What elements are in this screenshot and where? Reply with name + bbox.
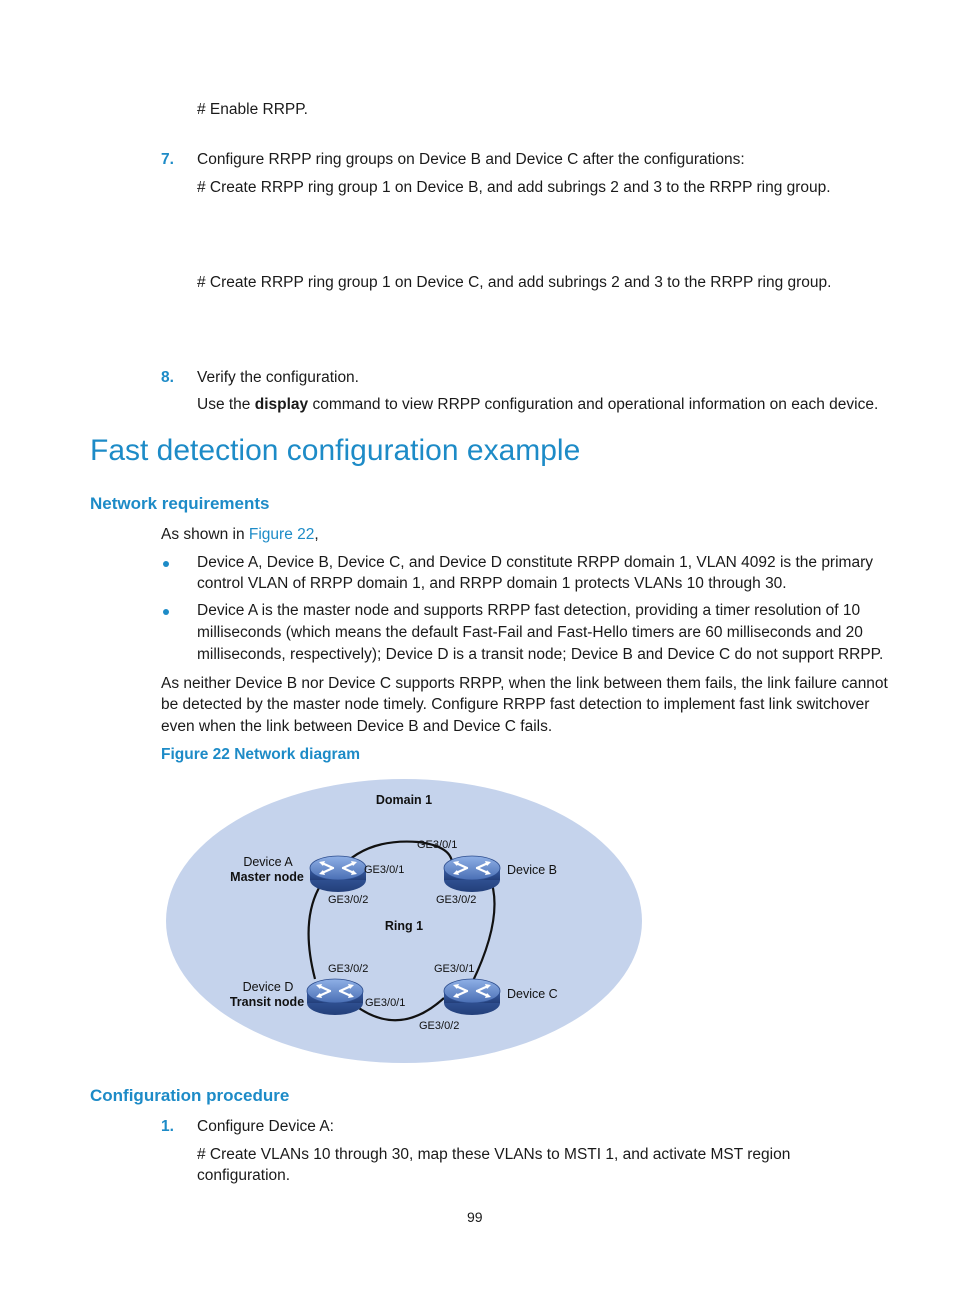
port-b-bottom: GE3/0/2 bbox=[436, 894, 477, 906]
bullet-2-dot bbox=[163, 609, 169, 615]
configuration-procedure-heading: Configuration procedure bbox=[90, 1086, 290, 1105]
para-line-1: As neither Device B nor Device C supports RRPP, when the link between them fails, the link failure cannot bbox=[161, 675, 888, 692]
device-a-role: Master node bbox=[230, 870, 304, 884]
device-b-label: Device B bbox=[507, 863, 558, 877]
domain-label: Domain 1 bbox=[375, 793, 433, 807]
device-d-role: Transit node bbox=[229, 995, 305, 1009]
bullet-1-line-2: control VLAN of RRPP domain 1, and RRPP domain 1 protects VLANs 10 through 30. bbox=[197, 575, 787, 592]
page-number: 99 bbox=[467, 1209, 483, 1225]
figure-22-link[interactable]: Figure 22 bbox=[248, 526, 315, 543]
intro-pre: As shown in bbox=[161, 526, 249, 543]
intro-post: , bbox=[314, 526, 319, 543]
device-a-switch-icon bbox=[310, 856, 366, 892]
step-8-sub-post: command to view RRPP configuration and operational information on each device. bbox=[308, 396, 879, 413]
port-c-top: GE3/0/1 bbox=[434, 963, 475, 975]
step-8-text: Verify the configuration. bbox=[197, 369, 359, 386]
config-step-1-sub-line-1: # Create VLANs 10 through 30, map these VLANs to MSTI 1, and activate MST region bbox=[197, 1146, 791, 1163]
step-7-number: 7. bbox=[161, 151, 174, 168]
port-c-bottom: GE3/0/2 bbox=[419, 1020, 460, 1032]
bullet-2-line-3: milliseconds, respectively); Device D is a transit node; Device B and Device C do not support RRPP. bbox=[197, 646, 884, 663]
device-c-switch-icon bbox=[444, 979, 500, 1015]
step-7-sub-device-b: # Create RRPP ring group 1 on Device B, and add subrings 2 and 3 to the RRPP ring group. bbox=[197, 179, 831, 196]
enable-rrpp-comment: # Enable RRPP. bbox=[197, 101, 308, 118]
device-d-label: Device D bbox=[242, 980, 294, 994]
device-a-label: Device A bbox=[243, 855, 293, 869]
step-8-sub-pre: Use the bbox=[197, 396, 255, 413]
port-d-top: GE3/0/2 bbox=[328, 963, 369, 975]
config-step-1-text: Configure Device A: bbox=[197, 1118, 334, 1135]
step-7-text: Configure RRPP ring groups on Device B and Device C after the configurations: bbox=[197, 151, 745, 168]
requirements-intro bbox=[161, 524, 319, 545]
network-requirements-heading: Network requirements bbox=[90, 494, 270, 513]
port-a-bottom: GE3/0/2 bbox=[328, 894, 369, 906]
config-step-1-number: 1. bbox=[161, 1118, 174, 1135]
ring-label: Ring 1 bbox=[384, 919, 424, 933]
port-d-right: GE3/0/1 bbox=[365, 997, 406, 1009]
config-step-1-sub-line-2: configuration. bbox=[197, 1167, 291, 1184]
network-diagram bbox=[160, 776, 650, 1068]
device-c-label: Device C bbox=[507, 987, 558, 1001]
step-7-sub-device-c: # Create RRPP ring group 1 on Device C, and add subrings 2 and 3 to the RRPP ring group. bbox=[197, 274, 832, 291]
device-d-switch-icon bbox=[307, 979, 363, 1015]
step-8-number: 8. bbox=[161, 369, 174, 386]
section-title: Fast detection configuration example bbox=[90, 434, 581, 467]
bullet-2-line-1: Device A is the master node and supports RRPP fast detection, providing a timer resolution of 10 bbox=[197, 602, 861, 619]
para-line-3: even when the link between Device B and Device C fails. bbox=[161, 718, 553, 735]
para-line-2: be detected by the master node timely. Configure RRPP fast detection to implement fast link switchover bbox=[161, 696, 870, 713]
bullet-1-dot bbox=[163, 561, 169, 567]
device-b-switch-icon bbox=[444, 856, 500, 892]
display-command: display bbox=[254, 396, 309, 413]
port-a-right: GE3/0/1 bbox=[364, 864, 405, 876]
step-8-sub bbox=[197, 394, 878, 415]
figure-caption: Figure 22 Network diagram bbox=[161, 746, 360, 763]
bullet-2-line-2: milliseconds (which means the default Fast-Fail and Fast-Hello timers are 60 milliseconds and 20 bbox=[197, 624, 863, 641]
bullet-1-line-1: Device A, Device B, Device C, and Device D constitute RRPP domain 1, VLAN 4092 is the primary bbox=[197, 554, 873, 571]
port-b-top: GE3/0/1 bbox=[417, 839, 458, 851]
